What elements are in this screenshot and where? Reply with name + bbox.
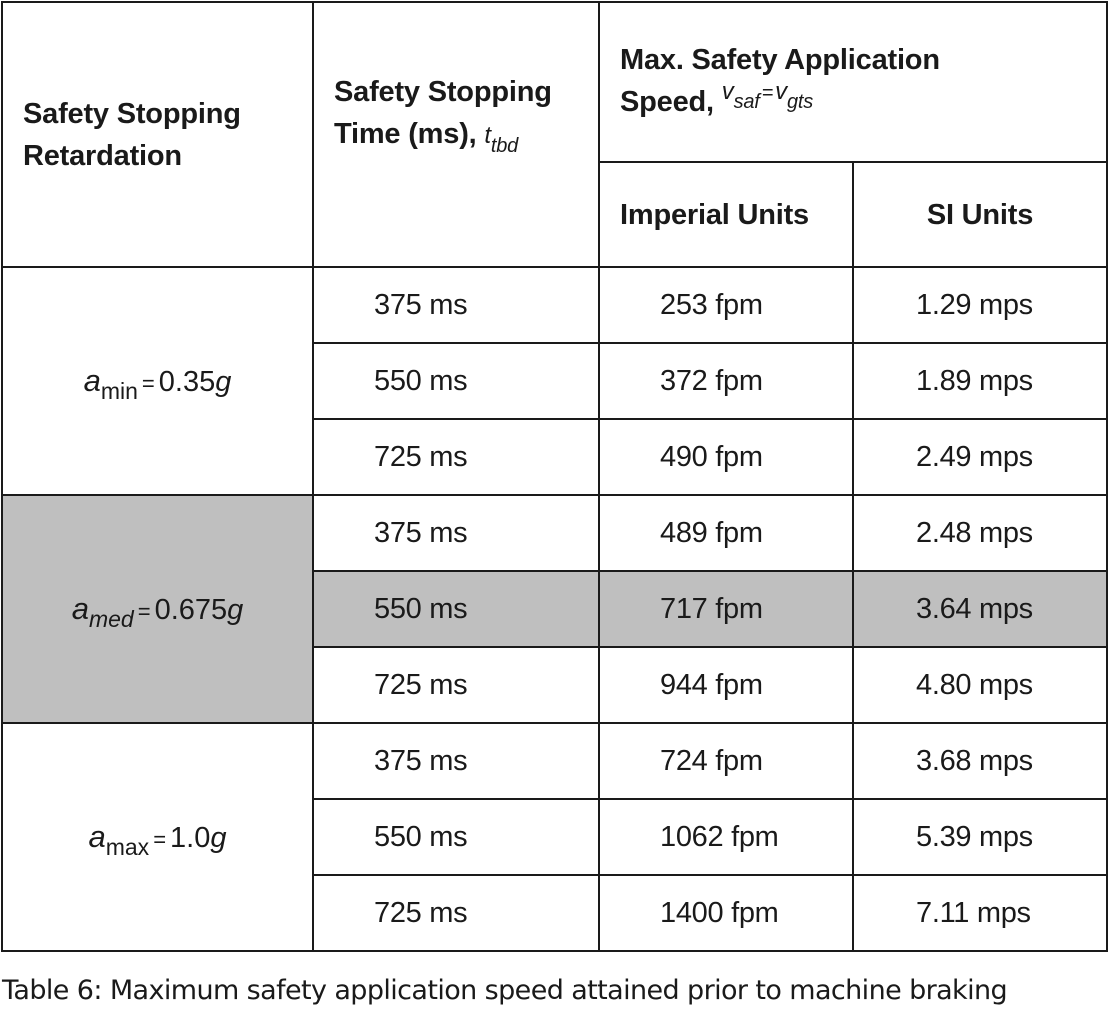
retardation-unit: g — [227, 594, 244, 626]
si-speed-cell: 5.39 mps — [853, 799, 1107, 875]
imperial-speed-cell: 1062 fpm — [599, 799, 853, 875]
header-speed-line1: Max. Safety Application — [620, 43, 940, 76]
imperial-speed-cell: 1400 fpm — [599, 875, 853, 951]
header-speed-math — [721, 77, 814, 113]
retardation-unit: g — [210, 822, 227, 854]
stopping-time-cell: 550 ms — [313, 343, 599, 419]
imperial-speed-cell: 490 fpm — [599, 419, 853, 495]
header-stopping-time — [313, 2, 599, 267]
retardation-value: 0.675 — [154, 594, 228, 626]
si-speed-cell: 1.89 mps — [853, 343, 1107, 419]
header-time-line2: Time (ms), — [334, 118, 477, 150]
stopping-time-cell: 550 ms — [313, 799, 599, 875]
speed-subscript-2: gts — [786, 90, 814, 113]
speed-equals: = — [761, 81, 774, 104]
retardation-symbol: a — [83, 363, 101, 398]
si-speed-cell: 2.48 mps — [853, 495, 1107, 571]
retardation-subscript: min — [100, 378, 138, 404]
si-speed-cell: 4.80 mps — [853, 647, 1107, 723]
si-speed-cell: 3.64 mps — [853, 571, 1107, 647]
header-row-1 — [2, 2, 1107, 162]
retardation-cell — [2, 495, 313, 723]
retardation-equals: = — [137, 599, 151, 624]
header-retardation — [2, 2, 313, 267]
header-time-math — [484, 122, 519, 157]
retardation-value: 1.0 — [170, 822, 211, 854]
header-imperial: Imperial Units — [599, 162, 853, 267]
imperial-speed-cell: 717 fpm — [599, 571, 853, 647]
retardation-symbol: a — [71, 591, 89, 626]
header-max-speed — [599, 2, 1107, 162]
si-speed-cell: 7.11 mps — [853, 875, 1107, 951]
header-retardation-line2: Retardation — [23, 139, 182, 172]
si-speed-cell: 2.49 mps — [853, 419, 1107, 495]
si-speed-cell: 3.68 mps — [853, 723, 1107, 799]
stopping-time-cell: 375 ms — [313, 267, 599, 343]
stopping-time-cell: 375 ms — [313, 495, 599, 571]
header-retardation-line1: Safety Stopping — [23, 97, 241, 130]
retardation-equals: = — [153, 827, 167, 852]
stopping-time-cell: 550 ms — [313, 571, 599, 647]
retardation-subscript: max — [105, 834, 150, 860]
imperial-speed-cell: 489 fpm — [599, 495, 853, 571]
retardation-subscript: med — [88, 606, 134, 632]
retardation-cell — [2, 723, 313, 951]
header-time-line1: Safety Stopping — [334, 76, 552, 108]
speed-symbol-2: v — [775, 77, 787, 105]
table-caption: Table 6: Maximum safety application speed attained prior to machine braking — [2, 975, 1008, 1006]
retardation-unit: g — [215, 366, 232, 398]
header-speed-line2: Speed, — [620, 85, 714, 118]
stopping-time-cell: 725 ms — [313, 875, 599, 951]
retardation-symbol: a — [88, 819, 106, 854]
imperial-speed-cell: 253 fpm — [599, 267, 853, 343]
speed-symbol-1: v — [721, 77, 734, 105]
retardation-cell — [2, 267, 313, 495]
table-row — [2, 495, 1107, 571]
table-row — [2, 267, 1107, 343]
time-subscript: tbd — [490, 135, 519, 157]
retardation-value: 0.35 — [158, 366, 216, 398]
imperial-speed-cell: 944 fpm — [599, 647, 853, 723]
si-speed-cell: 1.29 mps — [853, 267, 1107, 343]
imperial-speed-cell: 724 fpm — [599, 723, 853, 799]
stopping-time-cell: 725 ms — [313, 647, 599, 723]
stopping-time-cell: 375 ms — [313, 723, 599, 799]
speed-table — [1, 1, 1108, 952]
header-si: SI Units — [853, 162, 1107, 267]
speed-subscript-1: saf — [733, 90, 760, 113]
imperial-speed-cell: 372 fpm — [599, 343, 853, 419]
retardation-equals: = — [141, 371, 155, 396]
table-row — [2, 723, 1107, 799]
time-symbol: t — [484, 122, 491, 149]
stopping-time-cell: 725 ms — [313, 419, 599, 495]
